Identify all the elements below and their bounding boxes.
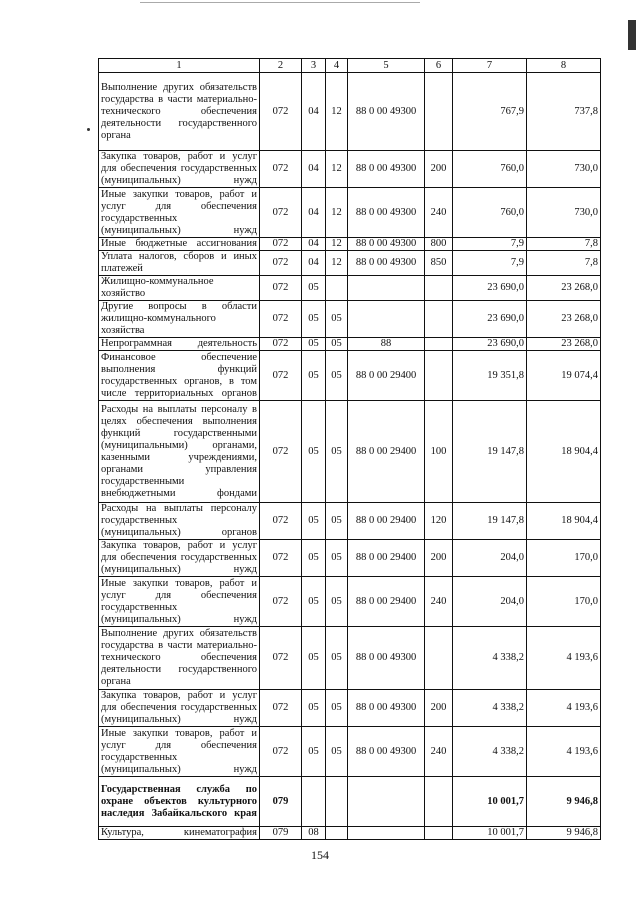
row-code: 072 — [260, 351, 302, 401]
row-expense-type: 200 — [425, 540, 453, 577]
table-row — [99, 238, 601, 251]
row-subsection: 12 — [326, 73, 348, 151]
row-name: Культура, кинематография — [99, 827, 260, 840]
row-sum-year-2: 4 193,6 — [527, 627, 601, 690]
row-subsection — [326, 827, 348, 840]
row-target-article: 88 0 00 49300 — [348, 238, 425, 251]
row-section: 05 — [302, 351, 326, 401]
header-col-1: 1 — [99, 59, 260, 73]
row-section: 05 — [302, 577, 326, 627]
row-sum-year-1: 767,9 — [453, 73, 527, 151]
row-name: Расходы на выплаты персоналу в целях обеспечения выполнения функций государственными (муниципальными) органами, казенными учреждениями, органами управления государственными внебюджетными фондами — [99, 401, 260, 503]
scan-edge-mark — [628, 20, 636, 50]
row-expense-type: 240 — [425, 727, 453, 777]
row-sum-year-1: 19 147,8 — [453, 401, 527, 503]
row-section: 04 — [302, 188, 326, 238]
row-sum-year-1: 23 690,0 — [453, 276, 527, 301]
row-sum-year-1: 23 690,0 — [453, 338, 527, 351]
row-expense-type: 800 — [425, 238, 453, 251]
header-col-6: 6 — [425, 59, 453, 73]
row-code: 072 — [260, 151, 302, 188]
row-sum-year-1: 23 690,0 — [453, 301, 527, 338]
row-name: Уплата налогов, сборов и иных платежей — [99, 251, 260, 276]
row-subsection: 05 — [326, 540, 348, 577]
table-row — [99, 827, 601, 840]
row-name: Иные закупки товаров, работ и услуг для обеспечения государственных (муниципальных) нужд — [99, 188, 260, 238]
row-target-article: 88 0 00 49300 — [348, 151, 425, 188]
row-name: Иные закупки товаров, работ и услуг для обеспечения государственных (муниципальных) нужд — [99, 727, 260, 777]
header-col-4: 4 — [326, 59, 348, 73]
header-col-7: 7 — [453, 59, 527, 73]
row-section: 05 — [302, 503, 326, 540]
row-name: Государственная служба по охране объектов культурного наследия Забайкальского края — [99, 777, 260, 827]
row-code: 079 — [260, 827, 302, 840]
row-subsection: 12 — [326, 238, 348, 251]
row-section: 04 — [302, 251, 326, 276]
row-name: Иные закупки товаров, работ и услуг для обеспечения государственных (муниципальных) нужд — [99, 577, 260, 627]
table-row — [99, 301, 601, 338]
row-expense-type — [425, 777, 453, 827]
row-sum-year-1: 7,9 — [453, 238, 527, 251]
row-code: 072 — [260, 73, 302, 151]
row-sum-year-2: 7,8 — [527, 251, 601, 276]
table-row — [99, 73, 601, 151]
row-subsection: 05 — [326, 627, 348, 690]
row-subsection: 05 — [326, 577, 348, 627]
header-col-5: 5 — [348, 59, 425, 73]
row-name: Расходы на выплаты персоналу государственных (муниципальных) органов — [99, 503, 260, 540]
row-subsection: 05 — [326, 727, 348, 777]
table-row — [99, 401, 601, 503]
row-subsection: 12 — [326, 251, 348, 276]
table-row — [99, 627, 601, 690]
row-sum-year-1: 760,0 — [453, 151, 527, 188]
row-sum-year-2: 9 946,8 — [527, 827, 601, 840]
row-target-article: 88 0 00 49300 — [348, 727, 425, 777]
row-sum-year-1: 7,9 — [453, 251, 527, 276]
row-section — [302, 777, 326, 827]
row-sum-year-1: 4 338,2 — [453, 690, 527, 727]
row-sum-year-2: 4 193,6 — [527, 727, 601, 777]
row-expense-type — [425, 338, 453, 351]
row-name: Выполнение других обязательств государства в части материально-технического обеспечения деятельности государственного органа — [99, 627, 260, 690]
row-name: Финансовое обеспечение выполнения функций государственных органов, в том числе территориальных органов — [99, 351, 260, 401]
row-subsection: 05 — [326, 401, 348, 503]
row-subsection: 05 — [326, 351, 348, 401]
table-row — [99, 503, 601, 540]
row-section: 05 — [302, 727, 326, 777]
row-target-article — [348, 301, 425, 338]
page-number: 154 — [311, 848, 329, 862]
table-row — [99, 727, 601, 777]
row-expense-type: 200 — [425, 690, 453, 727]
row-expense-type: 240 — [425, 188, 453, 238]
table-header-row — [99, 59, 601, 73]
row-sum-year-2: 730,0 — [527, 188, 601, 238]
row-sum-year-2: 18 904,4 — [527, 503, 601, 540]
row-target-article — [348, 827, 425, 840]
row-code: 072 — [260, 401, 302, 503]
row-code: 079 — [260, 777, 302, 827]
row-section: 04 — [302, 73, 326, 151]
row-sum-year-2: 4 193,6 — [527, 690, 601, 727]
row-section: 05 — [302, 276, 326, 301]
row-section: 05 — [302, 338, 326, 351]
row-subsection: 12 — [326, 151, 348, 188]
table-body — [99, 73, 601, 840]
row-target-article: 88 0 00 29400 — [348, 503, 425, 540]
row-sum-year-2: 19 074,4 — [527, 351, 601, 401]
row-expense-type: 850 — [425, 251, 453, 276]
row-sum-year-1: 19 147,8 — [453, 503, 527, 540]
row-expense-type — [425, 827, 453, 840]
table-row — [99, 188, 601, 238]
row-section: 05 — [302, 690, 326, 727]
row-name: Непрограммная деятельность — [99, 338, 260, 351]
row-sum-year-2: 730,0 — [527, 151, 601, 188]
row-sum-year-2: 170,0 — [527, 577, 601, 627]
row-code: 072 — [260, 577, 302, 627]
row-code: 072 — [260, 238, 302, 251]
row-subsection: 05 — [326, 503, 348, 540]
row-sum-year-2: 7,8 — [527, 238, 601, 251]
row-subsection: 05 — [326, 338, 348, 351]
table-row — [99, 338, 601, 351]
row-sum-year-2: 23 268,0 — [527, 301, 601, 338]
row-code: 072 — [260, 503, 302, 540]
row-expense-type: 240 — [425, 577, 453, 627]
row-target-article — [348, 777, 425, 827]
row-code: 072 — [260, 301, 302, 338]
row-code: 072 — [260, 540, 302, 577]
row-sum-year-2: 737,8 — [527, 73, 601, 151]
margin-dot — [87, 128, 90, 131]
row-sum-year-1: 204,0 — [453, 540, 527, 577]
row-target-article: 88 0 00 49300 — [348, 73, 425, 151]
row-target-article: 88 0 00 49300 — [348, 188, 425, 238]
row-section: 05 — [302, 627, 326, 690]
row-target-article: 88 0 00 49300 — [348, 690, 425, 727]
row-sum-year-2: 170,0 — [527, 540, 601, 577]
table-row — [99, 351, 601, 401]
row-subsection: 12 — [326, 188, 348, 238]
row-code: 072 — [260, 627, 302, 690]
row-sum-year-2: 23 268,0 — [527, 276, 601, 301]
row-expense-type: 100 — [425, 401, 453, 503]
row-code: 072 — [260, 188, 302, 238]
row-subsection — [326, 777, 348, 827]
row-sum-year-1: 4 338,2 — [453, 627, 527, 690]
row-expense-type: 120 — [425, 503, 453, 540]
row-code: 072 — [260, 276, 302, 301]
table-row — [99, 251, 601, 276]
table-row — [99, 777, 601, 827]
row-name: Другие вопросы в области жилищно-коммунального хозяйства — [99, 301, 260, 338]
row-code: 072 — [260, 690, 302, 727]
row-target-article: 88 0 00 29400 — [348, 540, 425, 577]
row-expense-type — [425, 627, 453, 690]
row-code: 072 — [260, 727, 302, 777]
row-subsection — [326, 276, 348, 301]
row-section: 05 — [302, 540, 326, 577]
table-row — [99, 151, 601, 188]
row-sum-year-1: 19 351,8 — [453, 351, 527, 401]
row-sum-year-2: 18 904,4 — [527, 401, 601, 503]
row-target-article: 88 0 00 29400 — [348, 351, 425, 401]
row-name: Закупка товаров, работ и услуг для обеспечения государственных (муниципальных) нужд — [99, 690, 260, 727]
row-target-article: 88 0 00 29400 — [348, 577, 425, 627]
row-expense-type — [425, 276, 453, 301]
row-target-article: 88 0 00 49300 — [348, 627, 425, 690]
row-target-article — [348, 276, 425, 301]
table-row — [99, 577, 601, 627]
row-sum-year-1: 760,0 — [453, 188, 527, 238]
row-sum-year-1: 204,0 — [453, 577, 527, 627]
row-name: Иные бюджетные ассигнования — [99, 238, 260, 251]
row-section: 05 — [302, 401, 326, 503]
header-col-8: 8 — [527, 59, 601, 73]
row-target-article: 88 0 00 49300 — [348, 251, 425, 276]
table-row — [99, 276, 601, 301]
row-subsection: 05 — [326, 301, 348, 338]
row-code: 072 — [260, 338, 302, 351]
row-target-article: 88 0 00 29400 — [348, 401, 425, 503]
row-code: 072 — [260, 251, 302, 276]
header-col-2: 2 — [260, 59, 302, 73]
budget-table — [98, 58, 601, 840]
table-row — [99, 540, 601, 577]
row-section: 04 — [302, 238, 326, 251]
row-sum-year-2: 23 268,0 — [527, 338, 601, 351]
top-rule — [140, 2, 420, 3]
table-row — [99, 690, 601, 727]
row-name: Закупка товаров, работ и услуг для обеспечения государственных (муниципальных) нужд — [99, 540, 260, 577]
row-sum-year-1: 10 001,7 — [453, 777, 527, 827]
row-name: Закупка товаров, работ и услуг для обеспечения государственных (муниципальных) нужд — [99, 151, 260, 188]
row-sum-year-2: 9 946,8 — [527, 777, 601, 827]
row-section: 04 — [302, 151, 326, 188]
row-sum-year-1: 4 338,2 — [453, 727, 527, 777]
row-name: Жилищно-коммунальное хозяйство — [99, 276, 260, 301]
row-target-article: 88 — [348, 338, 425, 351]
row-sum-year-1: 10 001,7 — [453, 827, 527, 840]
row-subsection: 05 — [326, 690, 348, 727]
row-expense-type — [425, 301, 453, 338]
row-expense-type — [425, 351, 453, 401]
row-expense-type: 200 — [425, 151, 453, 188]
row-section: 05 — [302, 301, 326, 338]
row-name: Выполнение других обязательств государства в части материально-технического обеспечения деятельности государственного органа — [99, 73, 260, 151]
row-expense-type — [425, 73, 453, 151]
row-section: 08 — [302, 827, 326, 840]
header-col-3: 3 — [302, 59, 326, 73]
